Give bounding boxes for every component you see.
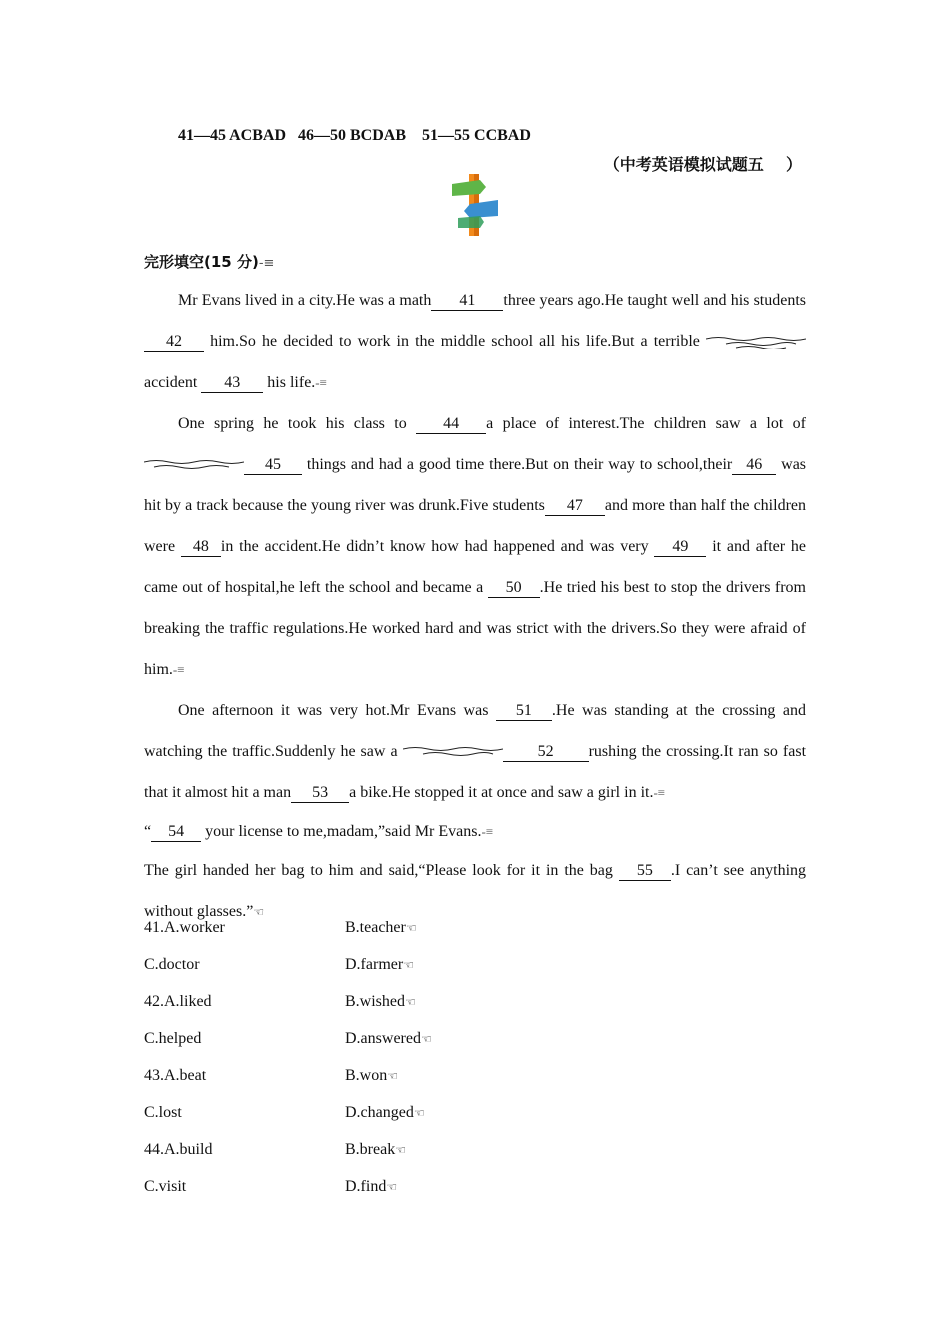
- blank-45: 45: [244, 456, 302, 475]
- option-a: 43.A.beat: [144, 1067, 207, 1084]
- wavy-underline: [403, 745, 503, 759]
- blank-51: 51: [496, 702, 552, 721]
- wavy-underline: [706, 335, 806, 349]
- hand-pointer-icon: ☜: [420, 1032, 432, 1046]
- paragraph-1: Mr Evans lived in a city.He was a math 41 three years ago.He taught well and his students 42 him.So he decided to work in the middle school all his life.But a terrible accident 43 his life.-≡: [144, 292, 807, 391]
- hand-pointer-icon: ☜: [253, 905, 265, 919]
- blank-54: 54: [151, 823, 201, 842]
- option-b: B.teacher☜: [345, 919, 417, 936]
- option-a: C.lost: [144, 1104, 182, 1121]
- blank-52: 52: [503, 743, 589, 762]
- option-a: C.visit: [144, 1178, 187, 1195]
- hand-pointer-icon: ☜: [405, 995, 416, 1009]
- blank-53: 53: [291, 784, 349, 803]
- option-b: B.wished☜: [345, 993, 416, 1010]
- option-a: 42.A.liked: [144, 993, 212, 1010]
- option-b: B.won☜: [345, 1067, 398, 1084]
- cloze-passage: [144, 280, 806, 933]
- hand-pointer-icon: ☜: [405, 921, 417, 935]
- blank-48: 48: [181, 538, 221, 557]
- signpost-logo-icon: [450, 172, 500, 238]
- blank-46: 46: [732, 456, 776, 475]
- answer-key: 41—45 ACBAD 46—50 BCDAB 51—55 CCBAD: [178, 127, 531, 144]
- blank-44: 44: [416, 415, 486, 434]
- option-a: C.doctor: [144, 956, 200, 973]
- blank-49: 49: [654, 538, 706, 557]
- section-title: 完形填空(15 分)-≡: [144, 253, 275, 271]
- paragraph-5: The girl handed her bag to him and said,“Please look for it in the bag 55 .I can’t see anything without glasses.”☜: [144, 862, 807, 920]
- option-b: D.answered☜: [345, 1030, 432, 1047]
- option-b: D.changed☜: [345, 1104, 425, 1121]
- blank-47: 47: [545, 497, 605, 516]
- wavy-underline: [144, 458, 244, 472]
- option-a: 44.A.build: [144, 1141, 213, 1158]
- blank-55: 55: [619, 862, 671, 881]
- paragraph-2: One spring he took his class to 44 a place of interest.The children saw a lot of 45 things and had a good time there.But on their way to school,their 46 was hit by a track because the young river was drunk.Five students 47 and more than half the children were 48 in the accident.He didn’t know how had happened and was very 49 it and after he came out of hospital,he left the school and became a 50 .He tried his best to stop the drivers from breaking the traffic regulations.He worked hard and was strict with the drivers.So they were afraid of him.-≡: [144, 415, 807, 678]
- exam-subtitle: （中考英语模拟试题五 ）: [603, 155, 802, 174]
- option-b: D.farmer☜: [345, 956, 414, 973]
- blank-50: 50: [488, 579, 540, 598]
- option-a: 41.A.worker: [144, 919, 225, 936]
- blank-41: 41: [431, 292, 503, 311]
- hand-pointer-icon: ☜: [395, 1143, 406, 1157]
- option-b: B.break☜: [345, 1141, 406, 1158]
- hand-pointer-icon: ☜: [387, 1069, 398, 1083]
- hand-pointer-icon: ☜: [386, 1180, 398, 1194]
- hand-pointer-icon: ☜: [403, 958, 414, 972]
- option-a: C.helped: [144, 1030, 202, 1047]
- paragraph-4: “ 54 your license to me,madam,”said Mr Evans.-≡: [144, 823, 494, 840]
- blank-43: 43: [201, 374, 263, 393]
- option-b: D.find☜: [345, 1178, 398, 1195]
- hand-pointer-icon: ☜: [413, 1106, 425, 1120]
- blank-42: 42: [144, 333, 204, 352]
- paragraph-3: One afternoon it was very hot.Mr Evans was 51 .He was standing at the crossing and watching the traffic.Suddenly he saw a 52 rushing the crossing.It ran so fast that it almost hit a man 53 a bike.He stopped it at once and saw a girl in it.-≡: [144, 702, 807, 801]
